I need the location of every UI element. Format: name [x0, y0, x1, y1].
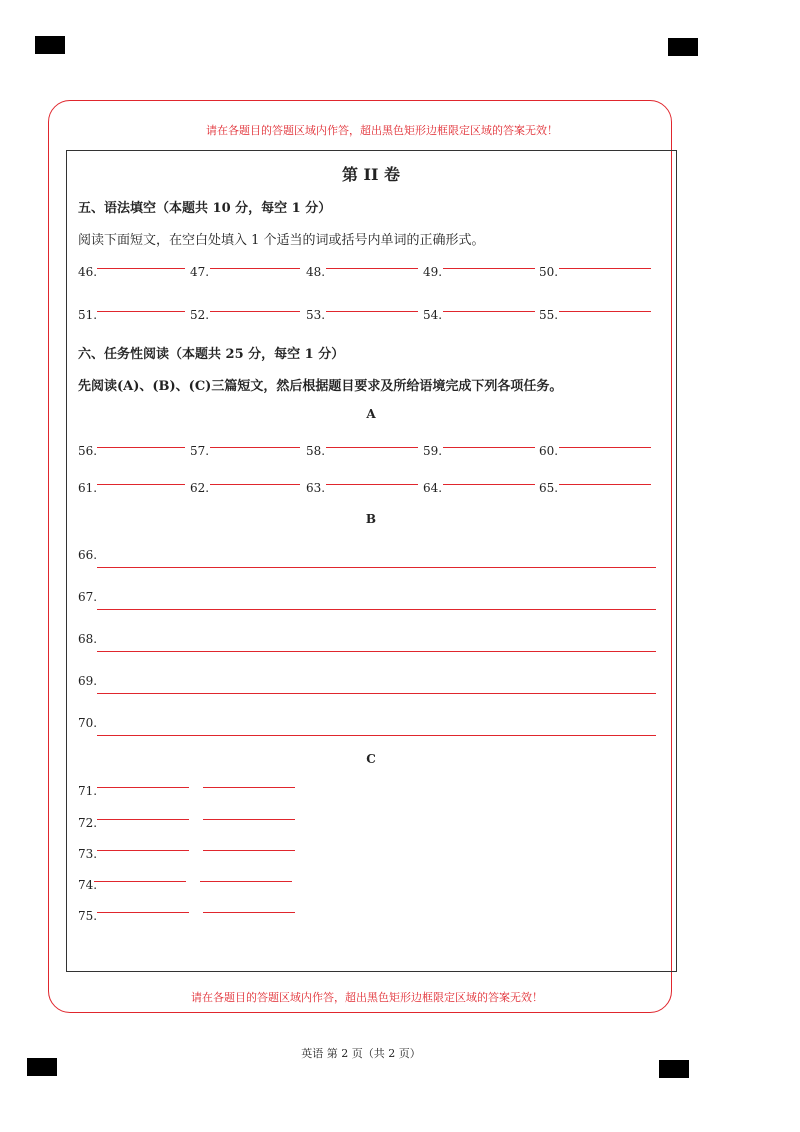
answer-line-70[interactable]: 70.: [78, 716, 658, 734]
answer-line-68[interactable]: 68.: [78, 632, 658, 650]
part-c-label: C: [366, 752, 376, 766]
alignment-marker-top-left: [35, 36, 65, 54]
section5-instruction: 阅读下面短文，在空白处填入 1 个适当的词或括号内单词的正确形式。: [78, 233, 485, 248]
section6-instruction: 先阅读(A)、(B)、(C)三篇短文，然后根据题目要求及所给语境完成下列各项任务。: [78, 379, 563, 394]
section5-title: 五、语法填空（本题共 10 分，每空 1 分）: [78, 201, 332, 216]
answer-line-66[interactable]: 66.: [78, 548, 658, 566]
part-b-label: B: [365, 512, 377, 526]
alignment-marker-top-right: [668, 38, 698, 56]
answer-line-69[interactable]: 69.: [78, 674, 658, 692]
warning-bottom: 请在各题目的答题区域内作答，超出黑色矩形边框限定区域的答案无效！: [191, 991, 543, 1004]
warning-top: 请在各题目的答题区域内作答，超出黑色矩形边框限定区域的答案无效！: [206, 124, 558, 137]
section6-title: 六、任务性阅读（本题共 25 分，每空 1 分）: [78, 347, 345, 362]
volume-title: 第 II 卷: [341, 165, 401, 184]
alignment-marker-bottom-right: [659, 1060, 689, 1078]
answer-line-67[interactable]: 67.: [78, 590, 658, 608]
page-footer: 英语 第 2 页（共 2 页）: [301, 1047, 421, 1060]
part-a-label: A: [366, 407, 376, 421]
